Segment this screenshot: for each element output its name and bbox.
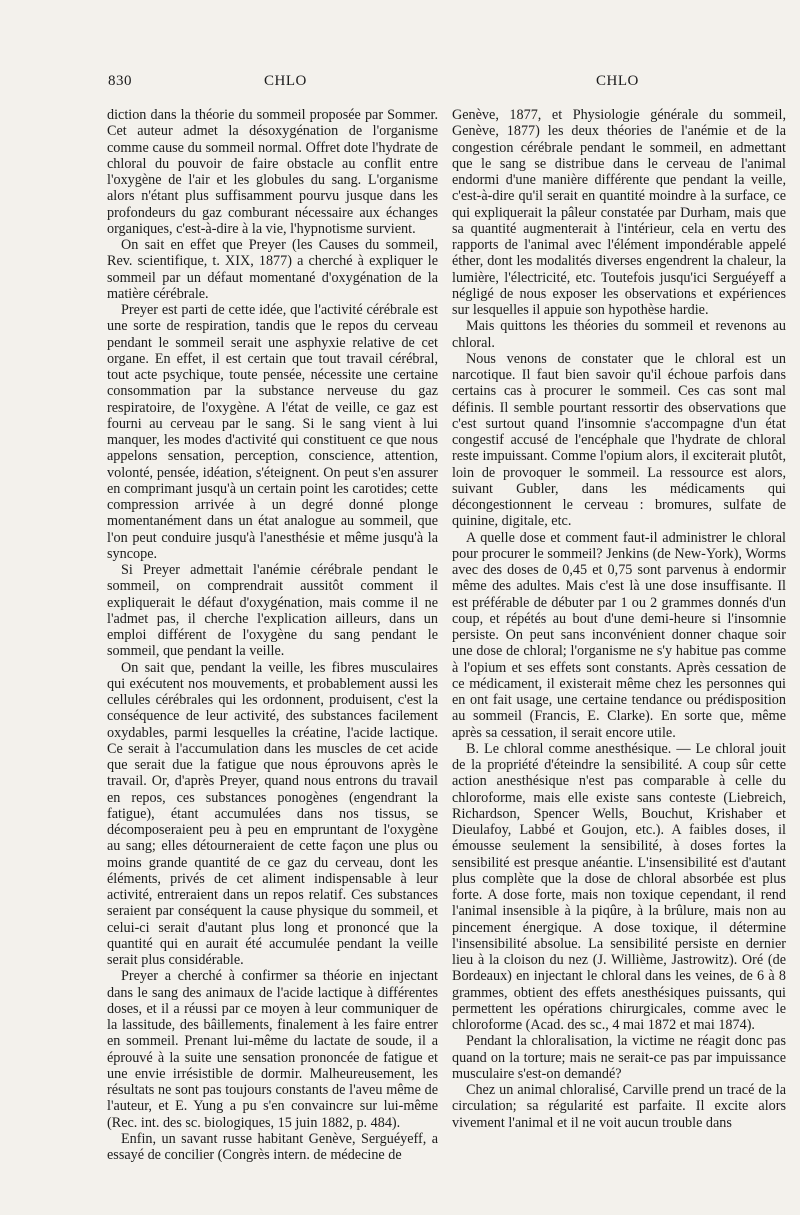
paragraph: On sait en effet que Preyer (les Causes du sommeil, Rev. scientifique, t. XIX, 1877) a cherché à expliquer le sommeil par un défaut momentané d'oxygénation de la matière cérébrale. xyxy=(107,237,438,302)
right-column xyxy=(452,107,786,1131)
paragraph: Genève, 1877, et Physiologie générale du sommeil, Genève, 1877) les deux théories de l'anémie et de la congestion cérébrale pendant le sommeil, en admettant que le sang se distribue dans le cerveau de l'animal endormi d'une manière différente que pendant la veille, c'est-à-dire qu'il serait en quantité moindre à la surface, ce qui expliquerait la pâleur constatée par Durham, mais que sa quantité augmenterait à l'intérieur, cela en vertu des rapports de l'animal avec l'élément impondérable appelé éther, dont les modalités diverses engendrent la chaleur, la lumière, l'électricité, etc. Toutefois jusqu'ici Serguéyeff a négligé de nous exposer les observations et expériences sur lesquelles il appuie son hypothèse hardie. xyxy=(452,107,786,318)
paragraph: Si Preyer admettait l'anémie cérébrale pendant le sommeil, on comprendrait aussitôt comment il expliquerait le défaut d'oxygénation, mais comme il ne l'admet pas, il cherche l'explication ailleurs, dans un emploi différent de l'oxygène du sang pendant le sommeil, que pendant la veille. xyxy=(107,562,438,660)
left-column xyxy=(107,107,438,1163)
paragraph: Pendant la chloralisation, la victime ne réagit donc pas quand on la torture; mais ne serait-ce pas par impuissance musculaire s'est-on demandé? xyxy=(452,1033,786,1082)
paragraph: Enfin, un savant russe habitant Genève, Serguéyeff, a essayé de concilier (Congrès intern. de médecine de xyxy=(107,1130,438,1163)
running-head-left: CHLO xyxy=(264,73,307,89)
paragraph: diction dans la théorie du sommeil proposée par Sommer. Cet auteur admet la désoxygénation de l'organisme comme cause du sommeil normal. Offret dote l'hydrate de chloral du pouvoir de faire obstacle au conflit entre l'oxygène de l'air et les globules du sang. L'organisme alors n'étant plus suffisamment pourvu jusque dans les profondeurs du gaz comburant nécessaire aux échanges organiques, c'est-à-dire à la vie, l'hypnotisme survient. xyxy=(107,107,438,237)
page-header xyxy=(0,73,800,93)
page-number: 830 xyxy=(108,73,132,89)
paragraph: Nous venons de constater que le chloral est un narcotique. Il faut bien savoir qu'il échoue parfois dans certains cas à procurer le sommeil. Ces cas sont mal définis. Il semble pourtant ressortir des observations que c'est surtout quand l'insomnie s'accompagne d'un état congestif accusé de l'encéphale que l'hydrate de chloral reste impuissant. Comme l'opium alors, il exciterait plutôt, loin de provoquer le sommeil. La ressource est alors, suivant Gubler, dans les médicaments qui décongestionnent le cerveau : bromures, sulfate de quinine, digitale, etc. xyxy=(452,350,786,530)
paragraph: On sait que, pendant la veille, les fibres musculaires qui exécutent nos mouvements, et probablement aussi les cellules cérébrales qui les ordonnent, produisent, c'est la conséquence de leur activité, des substances facilement oxydables, parmi lesquelles la créatine, l'acide lactique. Ce serait à l'accumulation dans les muscles de cet acide que serait due la fatigue que nous éprouvons après le travail. Or, d'après Preyer, quand nous entrons du travail en repos, ces substances ponogènes (engendrant la fatigue), étant accumulées dans nos tissus, se décomposeraient peu à peu en empruntant de l'oxygène au sang; elles détourneraient de cette façon une plus ou moins grande quantité de ce gaz du cerveau, dont les éléments, privés de cet aliment indispensable à leur activité, entreraient dans un repos relatif. Ces substances seraient par conséquent la cause physique du sommeil, et celui-ci serait d'autant plus long et prononcé que la quantité qui en aurait été accumulée pendant la veille serait plus considérable. xyxy=(107,659,438,968)
paragraph: Mais quittons les théories du sommeil et revenons au chloral. xyxy=(452,318,786,351)
paragraph: Preyer est parti de cette idée, que l'activité cérébrale est une sorte de respiration, tandis que le repos du cerveau pendant le sommeil serait une asphyxie relative de cet organe. En effet, il est certain que tout travail cérébral, tout acte psychique, toute pensée, nécessite une certaine consommation par la substance nerveuse du gaz respiratoire, de l'oxygène. A l'état de veille, ce gaz est fourni au cerveau par le sang. Si le sang vient à lui manquer, les modes d'activité qui constituent ce que nous appelons sensation, perception, conscience, attention, volonté, pensée, idéation, s'éteignent. On peut s'en assurer en comprimant jusqu'à un certain point les carotides; cette compression arrivée à un degré donné plonge momentanément dans un état analogue au sommeil, que l'on peut conduire jusqu'à l'anesthésie et même jusqu'à la syncope. xyxy=(107,302,438,562)
running-head-right: CHLO xyxy=(596,73,639,89)
paragraph: Preyer a cherché à confirmer sa théorie en injectant dans le sang des animaux de l'acide lactique à différentes doses, et il a réussi par ce moyen à leur communiquer de la lassitude, des bâillements, finalement à les faire entrer en sommeil. Prenant lui-même du lactate de soude, il a éprouvé à la suite une sensation prononcée de fatigue et une envie irrésistible de dormir. Malheureusement, les résultats ne sont pas toujours constants de l'aveu même de l'auteur, et E. Yung a pu s'en convaincre sur lui-même (Rec. int. des sc. biologiques, 15 juin 1882, p. 484). xyxy=(107,968,438,1131)
paragraph: A quelle dose et comment faut-il administrer le chloral pour procurer le sommeil? Jenkins (de New-York), Worms avec des doses de 0,45 et 0,75 sont parvenus à endormir même des adultes. Mais c'est là une dose insuffisante. Il est préférable de débuter par 1 ou 2 grammes donnés d'un coup, et répétés au bout d'une demi-heure si l'insomnie persiste. On peut sans inconvénient donner chaque soir une dose de chloral; l'organisme ne s'y habitue pas comme à l'opium et ses effets sont constants. Après cessation de ce médicament, il existerait même chez les personnes qui en ont fait usage, une certaine tendance ou prédisposition au sommeil (Francis, E. Clarke). En sorte que, même après sa cessation, il serait encore utile. xyxy=(452,529,786,741)
paragraph: Chez un animal chloralisé, Carville prend un tracé de la circulation; sa régularité est parfaite. Il excite alors vivement l'animal et il ne voit aucun trouble dans xyxy=(452,1082,786,1131)
paragraph: B. Le chloral comme anesthésique. — Le chloral jouit de la propriété d'éteindre la sensibilité. A coup sûr cette action anesthésique n'est pas comparable à celle du chloroforme, mais elle existe sans conteste (Liebreich, Richardson, Spencer Wells, Bouchut, Krishaber et Dieulafoy, Labbé et Goujon, etc.). A faibles doses, il émousse seulement la sensibilité, à doses fortes la sensibilité est presque anéantie. L'insensibilité est d'autant plus complète que la dose de chloral absorbée est plus forte. A dose forte, mais non toxique cependant, il rend l'animal insensible à la piqûre, à la brûlure, mais non au pincement énergique. A dose toxique, il détermine l'insensibilité absolue. La sensibilité persiste en dernier lieu à la cloison du nez (J. Willième, Jastrowitz). Oré (de Bordeaux) en injectant le chloral dans les veines, de 6 à 8 grammes, obtient des effets anesthésiques puissants, qui permettent les opérations chirurgicales, comme avec le chloroforme (Acad. des sc., 4 mai 1872 et mai 1874). xyxy=(452,740,786,1033)
